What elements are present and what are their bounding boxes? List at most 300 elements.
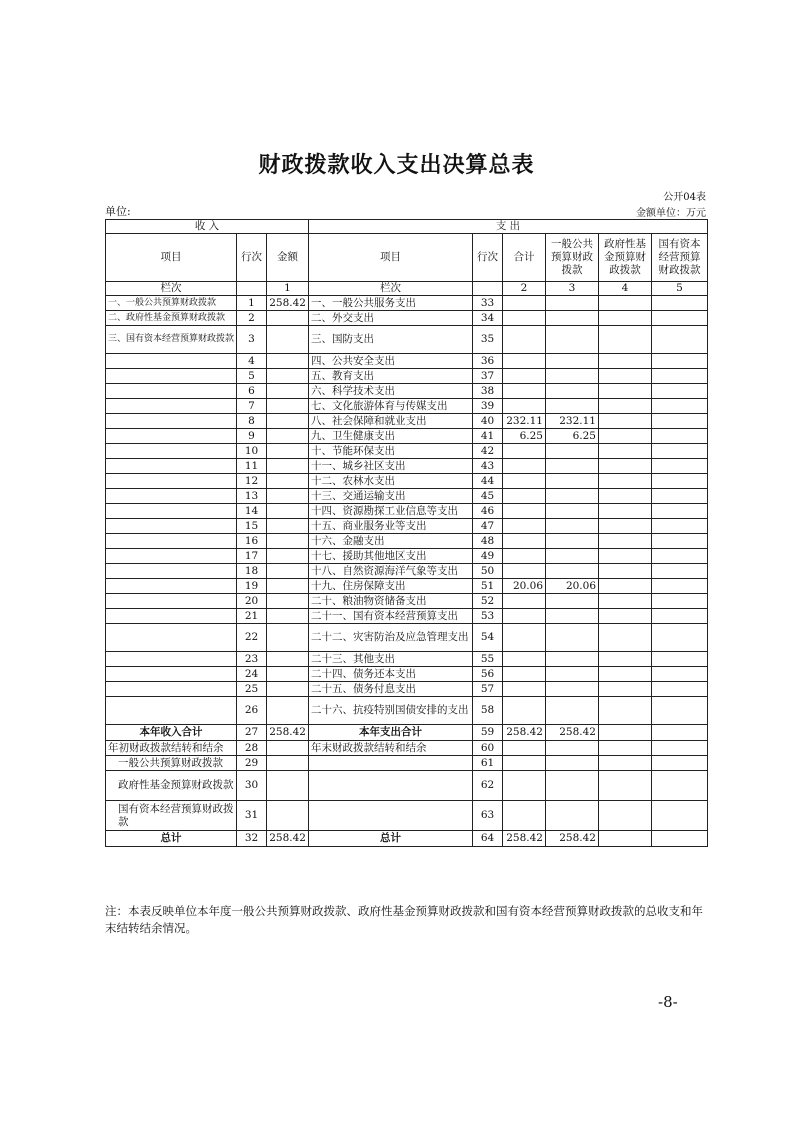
expense-total [503,296,546,311]
expense-total [503,741,546,756]
state-capital-amount [652,801,708,831]
income-item [106,682,237,697]
income-amount [267,414,309,429]
state-capital-amount [652,741,708,756]
expense-item: 总计 [309,831,473,847]
income-row-no: 8 [237,414,267,429]
table-row [106,594,708,609]
expense-row-no: 42 [473,444,503,459]
table-row [106,624,708,652]
gov-fund-amount [599,459,652,474]
state-capital-amount [652,652,708,667]
expense-item: 十五、商业服务业等支出 [309,519,473,534]
general-budget-amount: 258.42 [546,725,599,741]
income-row-no: 9 [237,429,267,444]
expense-item: 十、节能环保支出 [309,444,473,459]
gov-fund-amount [599,414,652,429]
expense-total [503,609,546,624]
expense-total [503,326,546,354]
table-row [106,296,708,311]
income-row-no: 7 [237,399,267,414]
table-row [106,549,708,564]
expense-row-no: 64 [473,831,503,847]
table-body [106,220,708,847]
general-budget-header: 一般公共预算财政拨款 [546,234,599,282]
income-row-no: 6 [237,384,267,399]
income-amount [267,579,309,594]
col-number-4: 4 [599,282,652,296]
expense-total [503,504,546,519]
income-row-no: 31 [237,801,267,831]
carry-row [106,801,708,831]
income-item [106,549,237,564]
income-row-no: 12 [237,474,267,489]
state-capital-amount [652,474,708,489]
expense-row-no: 33 [473,296,503,311]
expense-row-no: 50 [473,564,503,579]
expense-item: 十一、城乡社区支出 [309,459,473,474]
general-budget-amount [546,444,599,459]
expense-total [503,534,546,549]
expense-total: 6.25 [503,429,546,444]
state-capital-amount [652,624,708,652]
income-item: 政府性基金预算财政拨款 [106,771,237,801]
income-amount [267,549,309,564]
income-row-no: 4 [237,354,267,369]
general-budget-amount [546,369,599,384]
expense-row-no: 60 [473,741,503,756]
state-capital-amount [652,296,708,311]
expense-item: 十二、农林水支出 [309,474,473,489]
page-title: 财政拨款收入支出决算总表 [258,152,535,178]
expense-row-no: 52 [473,594,503,609]
state-capital-amount [652,609,708,624]
income-row-no: 24 [237,667,267,682]
income-amount [267,444,309,459]
state-capital-amount [652,504,708,519]
table-row [106,369,708,384]
income-row-no: 3 [237,326,267,354]
general-budget-amount [546,459,599,474]
income-row-no: 16 [237,534,267,549]
state-capital-amount [652,682,708,697]
income-item: 一般公共预算财政拨款 [106,756,237,771]
income-amount [267,564,309,579]
table-row [106,384,708,399]
expense-row-no: 51 [473,579,503,594]
income-amount [267,741,309,756]
gov-fund-amount [599,296,652,311]
page-number: -8- [658,993,678,1011]
income-item: 三、国有资本经营预算财政拨款 [106,326,237,354]
income-item [106,652,237,667]
table-row [106,459,708,474]
general-budget-amount [546,399,599,414]
expense-total: 258.42 [503,725,546,741]
expense-item: 十四、资源勘探工业信息等支出 [309,504,473,519]
state-capital-amount [652,579,708,594]
income-row-no: 14 [237,504,267,519]
empty-cell [237,282,267,296]
income-item-header: 项目 [106,234,237,282]
expense-total [503,519,546,534]
gov-fund-amount [599,697,652,725]
footnote: 注：本表反映单位本年度一般公共预算财政拨款、政府性基金预算财政拨款和国有资本经营预算财政拨款的总收支和年末结转结余情况。 [105,904,703,935]
gov-fund-amount [599,579,652,594]
state-capital-amount [652,534,708,549]
general-budget-amount: 20.06 [546,579,599,594]
state-capital-amount [652,564,708,579]
state-capital-amount [652,326,708,354]
expense-item: 九、卫生健康支出 [309,429,473,444]
expense-total: 20.06 [503,579,546,594]
income-item [106,579,237,594]
expense-total [503,697,546,725]
income-amount [267,354,309,369]
general-budget-amount [546,771,599,801]
grand-total-row [106,831,708,847]
income-item [106,459,237,474]
income-amount [267,534,309,549]
income-row-no: 17 [237,549,267,564]
expense-item: 二十、粮油物资储备支出 [309,594,473,609]
table-row [106,414,708,429]
expense-total [503,564,546,579]
state-capital-amount [652,399,708,414]
gov-fund-amount [599,652,652,667]
income-amount: 258.42 [267,725,309,741]
expense-item: 四、公共安全支出 [309,354,473,369]
income-row-no: 11 [237,459,267,474]
general-budget-amount [546,311,599,326]
state-capital-amount [652,354,708,369]
table-row [106,326,708,354]
income-item [106,667,237,682]
expense-item: 二、外交支出 [309,311,473,326]
income-row-no: 30 [237,771,267,801]
income-item [106,697,237,725]
state-capital-amount [652,384,708,399]
income-amount [267,384,309,399]
table-row [106,667,708,682]
general-budget-amount [546,296,599,311]
expense-item: 十六、金融支出 [309,534,473,549]
gov-fund-amount [599,399,652,414]
expense-row-no: 43 [473,459,503,474]
expense-row-no: 36 [473,354,503,369]
expense-section-header: 支 出 [309,220,708,234]
expense-row-no: 46 [473,504,503,519]
income-row-no: 25 [237,682,267,697]
expense-row-no: 41 [473,429,503,444]
state-capital-amount [652,594,708,609]
income-item [106,564,237,579]
table-row [106,579,708,594]
general-budget-amount [546,594,599,609]
expense-total [503,384,546,399]
state-capital-amount [652,756,708,771]
expense-row-no-header: 行次 [473,234,503,282]
gov-fund-amount [599,624,652,652]
income-item [106,609,237,624]
income-row-no: 1 [237,296,267,311]
gov-fund-amount [599,682,652,697]
general-budget-amount [546,504,599,519]
income-item [106,369,237,384]
general-budget-amount [546,682,599,697]
income-item [106,534,237,549]
income-item [106,504,237,519]
income-amount [267,682,309,697]
general-budget-amount [546,609,599,624]
col-number-3: 3 [546,282,599,296]
budget-summary-table [105,219,708,847]
gov-fund-amount [599,725,652,741]
state-capital-amount [652,369,708,384]
gov-fund-amount [599,667,652,682]
gov-fund-amount [599,429,652,444]
income-amount [267,474,309,489]
col-number-2: 2 [503,282,546,296]
general-budget-amount [546,624,599,652]
state-capital-amount [652,667,708,682]
income-amount [267,771,309,801]
expense-row-no: 54 [473,624,503,652]
expense-col-label: 栏次 [309,282,473,296]
state-capital-amount [652,697,708,725]
income-row-no: 19 [237,579,267,594]
expense-item: 十三、交通运输支出 [309,489,473,504]
expense-item [309,771,473,801]
income-amount: 258.42 [267,831,309,847]
income-item [106,399,237,414]
col-number-1: 1 [267,282,309,296]
general-budget-amount [546,534,599,549]
general-budget-amount: 232.11 [546,414,599,429]
income-item: 本年收入合计 [106,725,237,741]
general-budget-amount [546,756,599,771]
state-capital-amount [652,459,708,474]
table-row [106,311,708,326]
expense-row-no: 44 [473,474,503,489]
income-item [106,414,237,429]
income-amount [267,504,309,519]
expense-total [503,549,546,564]
income-item [106,384,237,399]
expense-row-no: 59 [473,725,503,741]
expense-row-no: 62 [473,771,503,801]
expense-item: 二十三、其他支出 [309,652,473,667]
state-capital-amount [652,831,708,847]
col-number-5: 5 [652,282,708,296]
expense-row-no: 63 [473,801,503,831]
table-row [106,652,708,667]
amount-header: 金额 [267,234,309,282]
income-item: 国有资本经营预算财政拨款 [106,801,237,831]
carry-row [106,771,708,801]
table-row [106,609,708,624]
expense-row-no: 37 [473,369,503,384]
income-amount [267,652,309,667]
income-row-no-header: 行次 [237,234,267,282]
income-item: 一、一般公共预算财政拨款 [106,296,237,311]
expense-row-no: 40 [473,414,503,429]
income-amount [267,399,309,414]
gov-fund-header: 政府性基金预算财政拨款 [599,234,652,282]
expense-total [503,354,546,369]
income-row-no: 21 [237,609,267,624]
expense-item: 十八、自然资源海洋气象等支出 [309,564,473,579]
general-budget-amount [546,801,599,831]
gov-fund-amount [599,534,652,549]
income-col-label: 栏次 [106,282,237,296]
table-row [106,519,708,534]
gov-fund-amount [599,771,652,801]
income-item [106,489,237,504]
expense-row-no: 57 [473,682,503,697]
income-row-no: 28 [237,741,267,756]
general-budget-amount [546,652,599,667]
income-amount [267,756,309,771]
income-row-no: 10 [237,444,267,459]
expense-row-no: 34 [473,311,503,326]
gov-fund-amount [599,474,652,489]
state-capital-amount [652,725,708,741]
gov-fund-amount [599,564,652,579]
expense-row-no: 49 [473,549,503,564]
expense-row-no: 58 [473,697,503,725]
expense-row-no: 48 [473,534,503,549]
expense-total [503,682,546,697]
table-row [106,697,708,725]
gov-fund-amount [599,504,652,519]
table-row [106,429,708,444]
general-budget-amount [546,564,599,579]
income-amount [267,594,309,609]
carry-row [106,741,708,756]
gov-fund-amount [599,354,652,369]
expense-total [503,667,546,682]
expense-total [503,474,546,489]
expense-item: 二十四、债务还本支出 [309,667,473,682]
general-budget-amount [546,519,599,534]
expense-total [503,652,546,667]
expense-item: 二十六、抗疫特别国债安排的支出 [309,697,473,725]
income-amount [267,697,309,725]
total-header: 合计 [503,234,546,282]
income-item: 二、政府性基金预算财政拨款 [106,311,237,326]
state-capital-amount [652,311,708,326]
carry-row [106,756,708,771]
expense-row-no: 35 [473,326,503,354]
expense-item: 十九、住房保障支出 [309,579,473,594]
income-amount [267,369,309,384]
state-capital-amount [652,429,708,444]
expense-item: 八、社会保障和就业支出 [309,414,473,429]
income-amount [267,609,309,624]
gov-fund-amount [599,311,652,326]
income-amount [267,326,309,354]
income-row-no: 2 [237,311,267,326]
gov-fund-amount [599,384,652,399]
income-row-no: 18 [237,564,267,579]
income-item: 年初财政拨款结转和结余 [106,741,237,756]
table-row [106,354,708,369]
gov-fund-amount [599,609,652,624]
expense-item: 十七、援助其他地区支出 [309,549,473,564]
expense-row-no: 61 [473,756,503,771]
income-amount [267,801,309,831]
expense-total [503,444,546,459]
expense-total: 258.42 [503,831,546,847]
table-row [106,489,708,504]
expense-item: 二十一、国有资本经营预算支出 [309,609,473,624]
expense-item [309,801,473,831]
income-row-no: 23 [237,652,267,667]
expense-item: 二十五、债务付息支出 [309,682,473,697]
table-row [106,504,708,519]
expense-total [503,771,546,801]
unit-label: 单位: [105,205,131,218]
income-amount [267,624,309,652]
gov-fund-amount [599,444,652,459]
year-total-row [106,725,708,741]
expense-total [503,594,546,609]
gov-fund-amount [599,831,652,847]
expense-item: 七、文化旅游体育与传媒支出 [309,399,473,414]
expense-row-no: 55 [473,652,503,667]
expense-total [503,399,546,414]
general-budget-amount [546,326,599,354]
income-row-no: 32 [237,831,267,847]
general-budget-amount [546,489,599,504]
income-row-no: 20 [237,594,267,609]
income-item [106,429,237,444]
expense-total [503,369,546,384]
income-item [106,354,237,369]
income-row-no: 27 [237,725,267,741]
expense-total [503,801,546,831]
general-budget-amount: 6.25 [546,429,599,444]
general-budget-amount [546,697,599,725]
expense-item: 本年支出合计 [309,725,473,741]
expense-total [503,756,546,771]
income-row-no: 22 [237,624,267,652]
expense-item: 一、一般公共服务支出 [309,296,473,311]
expense-total: 232.11 [503,414,546,429]
state-capital-amount [652,444,708,459]
income-row-no: 15 [237,519,267,534]
gov-fund-amount [599,549,652,564]
state-capital-amount [652,549,708,564]
state-capital-amount [652,414,708,429]
table-row [106,444,708,459]
income-amount [267,667,309,682]
table-row [106,564,708,579]
table-row [106,534,708,549]
state-capital-header: 国有资本经营预算财政拨款 [652,234,708,282]
expense-item [309,756,473,771]
income-amount [267,429,309,444]
form-code: 公开04表 [663,192,706,203]
state-capital-amount [652,489,708,504]
state-capital-amount [652,519,708,534]
income-item [106,444,237,459]
income-row-no: 26 [237,697,267,725]
general-budget-amount [546,474,599,489]
expense-item: 年末财政拨款结转和结余 [309,741,473,756]
general-budget-amount [546,667,599,682]
